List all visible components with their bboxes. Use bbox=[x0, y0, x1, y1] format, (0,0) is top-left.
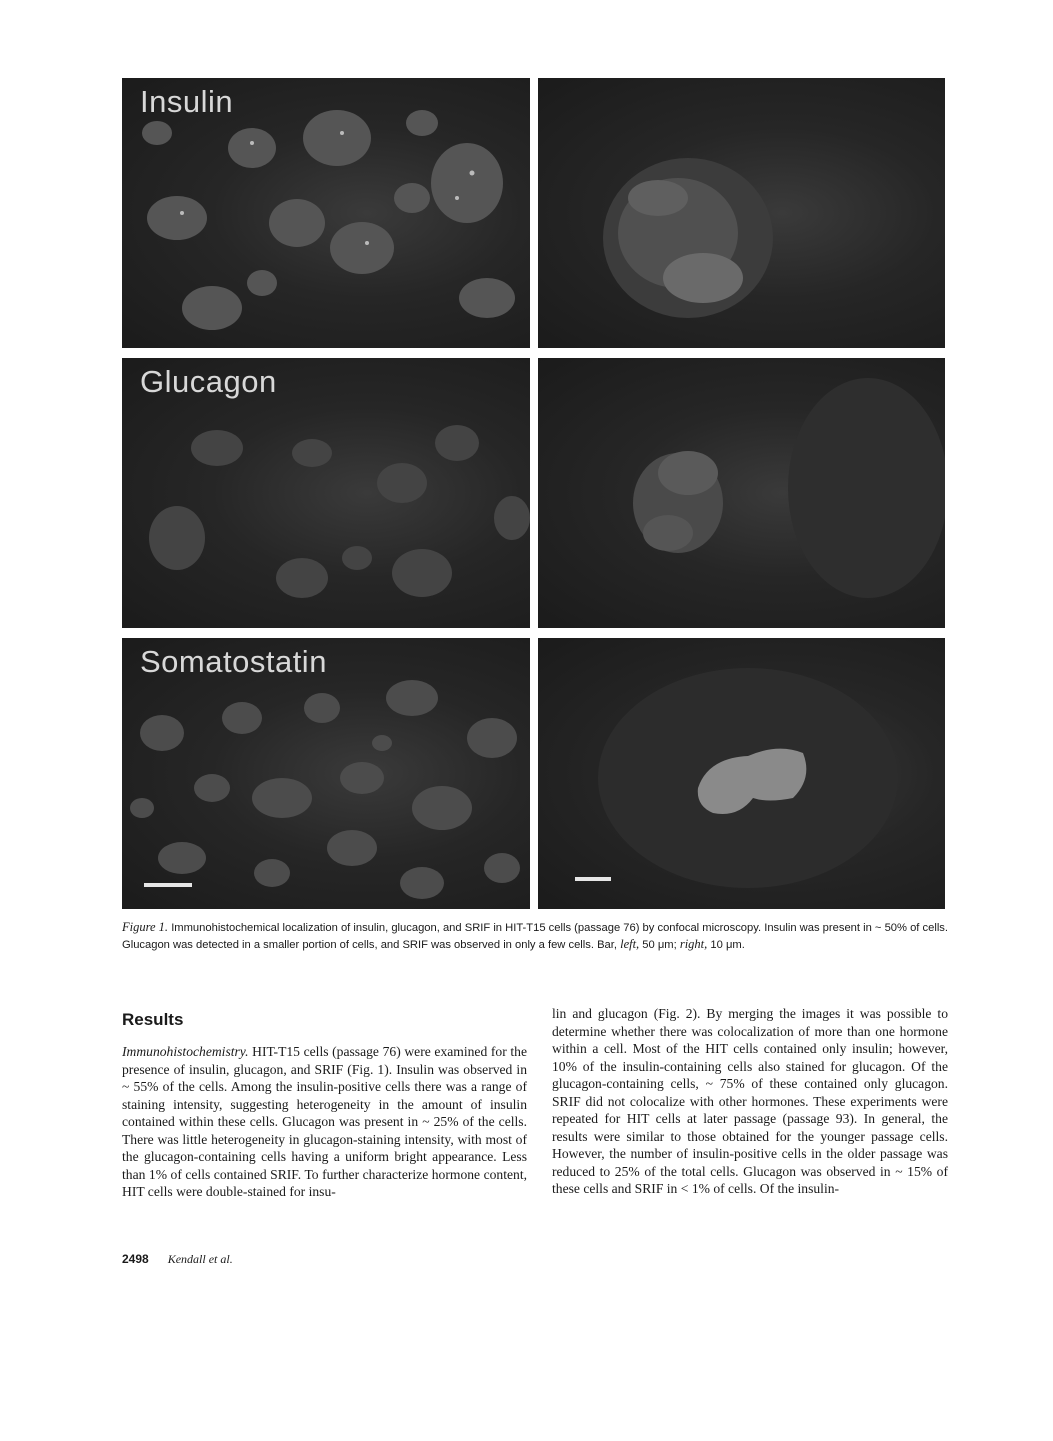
panel-somatostatin-left bbox=[122, 638, 530, 909]
panel-label: Insulin bbox=[140, 84, 234, 119]
cell-cluster-graphic bbox=[538, 78, 945, 348]
scale-bar bbox=[575, 877, 611, 881]
panel-glucagon-right bbox=[538, 358, 945, 628]
subsection-run-in-heading: Immunohistochemistry. bbox=[122, 1044, 249, 1059]
caption-text: 10 μm. bbox=[707, 939, 745, 951]
panel-somatostatin-right bbox=[538, 638, 945, 909]
figure-1 bbox=[122, 78, 945, 909]
body-column-right bbox=[552, 1005, 948, 1198]
scale-bar bbox=[144, 883, 192, 887]
panel-insulin-left bbox=[122, 78, 530, 348]
caption-left-word: left, bbox=[620, 937, 640, 951]
page-footer bbox=[122, 1252, 233, 1267]
running-author: Kendall et al. bbox=[167, 1252, 233, 1266]
figure-caption bbox=[122, 919, 948, 953]
caption-text: 50 μm; bbox=[639, 939, 680, 951]
panel-label: Glucagon bbox=[140, 364, 277, 399]
paragraph-text: HIT-T15 cells (passage 76) were examined for the presence of insulin, glucagon, and SRIF (Fig. 1). Insulin was observed in ~ 55% of the cells. Among the insulin-positive cells there was a range of staining intensity, suggesting heterogeneity in the amount of insulin contained within these cells. Glucagon was present in ~ 25% of the cells. There was little heterogeneity in glucagon-staining intensity, with most of the glucagon-containing cells having a uniform bright appearance. Less than 1% of cells contained SRIF. To further characterize hormone content, HIT cells were double-stained for insu- bbox=[122, 1044, 527, 1199]
paragraph-text: lin and glucagon (Fig. 2). By merging the images it was possible to determine whether there was colocalization of more than one hormone within a cell. Most of the HIT cells contained only insulin; however, 10% of the insulin-containing cells also stained for glucagon. Of the glucagon-containing cells, ~ 75% of these contained only glucagon. SRIF did not colocalize with other hormones. These experiments were repeated for HIT cells at later passage (passage 93). In general, the results were similar to those obtained for the younger passage cells. However, the number of insulin-positive cells in the older passage was reduced to 25% of the total cells. Glucagon was observed in ~ 15% of these cells and SRIF in < 1% of cells. Of the insulin- bbox=[552, 1006, 948, 1196]
body-column-left bbox=[122, 1043, 527, 1201]
panel-insulin-right bbox=[538, 78, 945, 348]
panel-glucagon-left bbox=[122, 358, 530, 628]
section-heading: Results bbox=[122, 1010, 184, 1029]
caption-text: Immunohistochemical localization of insulin, glucagon, and SRIF in HIT-T15 cells (passage 76) by confocal microscopy. Insulin was present in ~ 50% of cells. Glucagon was detected in a smaller portion of cells, and SRIF was observed in only a few cells. Bar, bbox=[122, 922, 949, 951]
figure-label: Figure 1. bbox=[122, 920, 169, 934]
caption-right-word: right, bbox=[679, 937, 708, 951]
page-number: 2498 bbox=[122, 1252, 149, 1266]
panel-label: Somatostatin bbox=[140, 644, 327, 679]
cell-cluster-graphic bbox=[538, 638, 945, 909]
cell-cluster-graphic bbox=[538, 358, 945, 628]
